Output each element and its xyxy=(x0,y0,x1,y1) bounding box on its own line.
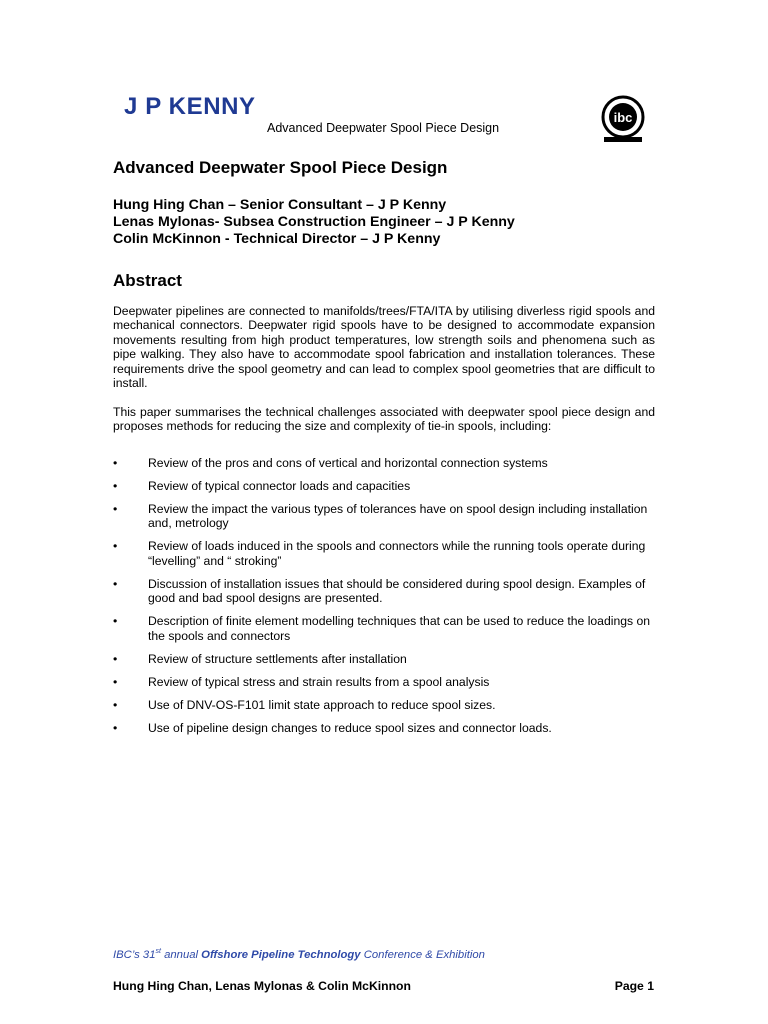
bullet-symbol: • xyxy=(113,576,118,591)
abstract-paragraph: This paper summarises the technical challenges associated with deepwater spool piece design and proposes methods for reducing the size and complexity of tie-in spools, including: xyxy=(113,405,655,434)
bullet-symbol: • xyxy=(113,539,118,554)
conference-name: Offshore Pipeline Technology xyxy=(201,948,361,961)
abstract-paragraph: Deepwater pipelines are connected to manifolds/trees/FTA/ITA by utilising diverless rigid spools and mechanical connectors. Deepwater rigid spools have to be designed to accommodate expansion movements resulting from high product temperatures, low strength soils and phenomena such as pipe walking. They also have to accommodate spool fabrication and installation tolerances. These requirements drive the spool geometry and can lead to complex spool geometries that are difficult to install. xyxy=(113,304,655,391)
author-line: Lenas Mylonas- Subsea Construction Engineer – J P Kenny xyxy=(113,214,515,230)
bullet-item: • Review of typical stress and strain results from a spool analysis xyxy=(113,674,490,689)
bullet-symbol: • xyxy=(113,720,118,735)
bullet-list xyxy=(113,456,655,735)
footer-authors: Hung Hing Chan, Lenas Mylonas & Colin McKinnon xyxy=(113,979,411,993)
bullet-item: • Review of the pros and cons of vertical and horizontal connection systems xyxy=(113,456,548,470)
bullet-item: • Use of DNV-OS-F101 limit state approach to reduce spool sizes. xyxy=(113,697,496,712)
author-list xyxy=(113,197,515,248)
bullet-item: • Review of structure settlements after installation xyxy=(113,651,407,666)
paper-title: Advanced Deepwater Spool Piece Design xyxy=(113,158,448,177)
bullet-symbol: • xyxy=(113,502,118,516)
bullet-item: • Description of finite element modelling techniques that can be used to reduce the loadings on the spools and connectors xyxy=(113,614,651,643)
ibc-logo xyxy=(596,93,650,147)
bullet-symbol: • xyxy=(113,697,118,712)
conference-line: IBC’s 31st annual Offshore Pipeline Technology Conference & Exhibition xyxy=(113,948,485,961)
page-number: Page 1 xyxy=(614,979,654,993)
author-line: Colin McKinnon - Technical Director – J P Kenny xyxy=(113,231,441,247)
ibc-logo-text: ibc xyxy=(613,110,633,125)
bullet-item: • Review of loads induced in the spools and connectors while the running tools operate during “levelling” and “ stroking” xyxy=(113,539,646,568)
bullet-symbol: • xyxy=(113,674,118,689)
abstract-heading: Abstract xyxy=(113,271,182,290)
bullet-symbol: • xyxy=(113,614,118,629)
bullet-item: • Discussion of installation issues that should be considered during spool design. Examples of good and bad spool designs are presented. xyxy=(113,576,646,606)
bullet-symbol: • xyxy=(113,651,118,666)
bullet-item: • Review of typical connector loads and capacities xyxy=(113,479,411,493)
header-subtitle: Advanced Deepwater Spool Piece Design xyxy=(267,121,500,135)
bullet-symbol: • xyxy=(113,479,118,493)
bullet-item: • Use of pipeline design changes to reduce spool sizes and connector loads. xyxy=(113,720,552,735)
author-line: Hung Hing Chan – Senior Consultant – J P Kenny xyxy=(113,197,447,213)
bullet-symbol: • xyxy=(113,456,118,470)
jp-kenny-logo: J P KENNY xyxy=(124,93,256,120)
bullet-item: • Review the impact the various types of tolerances have on spool design including installation and, metrology xyxy=(113,502,648,531)
